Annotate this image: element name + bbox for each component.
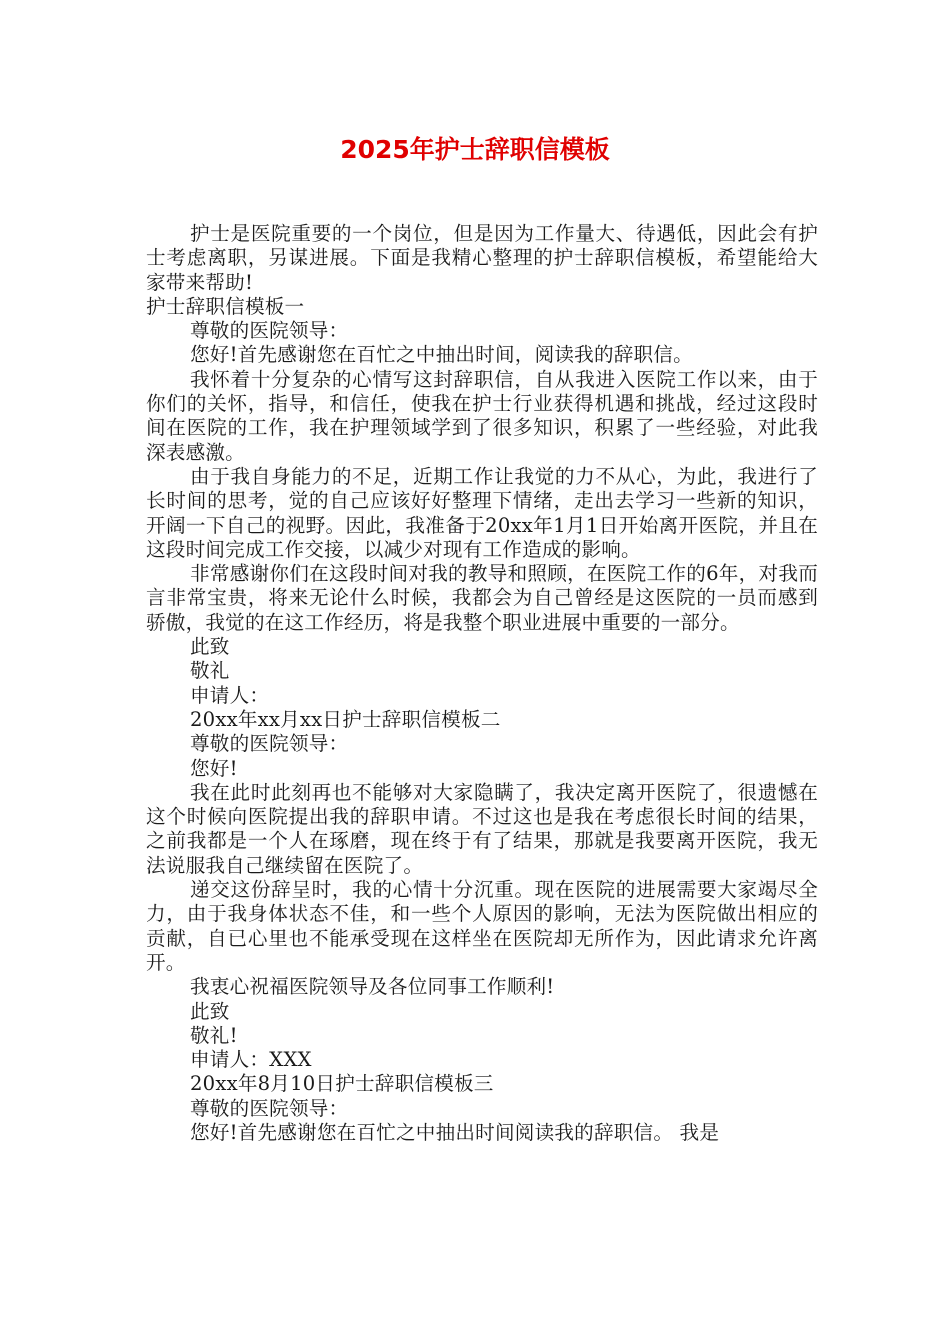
paragraph: 敬礼! [190, 1023, 238, 1047]
paragraph: 我在此时此刻再也不能够对大家隐瞒了，我决定离开医院了，很遗憾在这个时候向医院提出我的辞职申请。不过这也是我在考虑很长时间的结果，之前我都是一个人在琢磨，现在终于有了结果，那就是我要离开医院，我无法说服我自己继续留在医院了。 [146, 780, 818, 877]
paragraph: 护士辞职信模板一 [146, 294, 305, 318]
paragraph: 尊敬的医院领导： [190, 1096, 349, 1120]
paragraph: 尊敬的医院领导： [190, 319, 349, 343]
paragraph: 申请人：XXX [190, 1048, 312, 1072]
paragraph: 您好! [190, 756, 238, 780]
paragraph: 递交这份辞呈时，我的心情十分沉重。现在医院的进展需要大家竭尽全力，由于我身体状态不佳，和一些个人原因的影响，无法为医院做出相应的贡献，自已心里也不能承受现在这样坐在医院却无所作为，因此请求允许离开。 [146, 878, 818, 974]
document-body [146, 222, 818, 1145]
paragraph: 此致 [190, 999, 230, 1023]
paragraph: 我衷心祝福医院领导及各位同事工作顺利! [190, 975, 555, 999]
paragraph: 尊敬的医院领导： [190, 732, 349, 756]
paragraph: 申请人： [190, 683, 270, 707]
paragraph: 护士是医院重要的一个岗位，但是因为工作量大、待遇低，因此会有护士考虑离职，另谋进展。下面是我精心整理的护士辞职信模板，希望能给大家带来帮助! [146, 222, 818, 294]
paragraph: 您好!首先感谢您在百忙之中抽出时间，阅读我的辞职信。 [190, 343, 693, 367]
paragraph: 20xx年8月10日护士辞职信模板三 [190, 1072, 494, 1096]
paragraph: 您好!首先感谢您在百忙之中抽出时间阅读我的辞职信。 我是 [190, 1120, 720, 1144]
paragraph: 非常感谢你们在这段时间对我的教导和照顾，在医院工作的6年，对我而言非常宝贵，将来无论什么时候，我都会为自己曾经是这医院的一员而感到骄傲，我觉的在这工作经历，将是我整个职业进展中重要的一部分。 [146, 562, 818, 634]
paragraph: 我怀着十分复杂的心情写这封辞职信，自从我进入医院工作以来，由于你们的关怀，指导，和信任，使我在护士行业获得机遇和挑战，经过这段时间在医院的工作，我在护理领域学到了很多知识，积累了一些经验，对此我深表感激。 [146, 367, 818, 464]
paragraph: 敬礼 [190, 659, 230, 683]
paragraph: 由于我自身能力的不足，近期工作让我觉的力不从心，为此，我进行了长时间的思考，觉的自己应该好好整理下情绪，走出去学习一些新的知识，开阔一下自己的视野。因此，我准备于20xx年1月1日开始离开医院，并且在这段时间完成工作交接，以减少对现有工作造成的影响。 [146, 464, 818, 561]
paragraph: 20xx年xx月xx日护士辞职信模板二 [190, 707, 501, 731]
document-title: 2025年护士辞职信模板 [340, 135, 610, 164]
paragraph: 此致 [190, 635, 230, 659]
